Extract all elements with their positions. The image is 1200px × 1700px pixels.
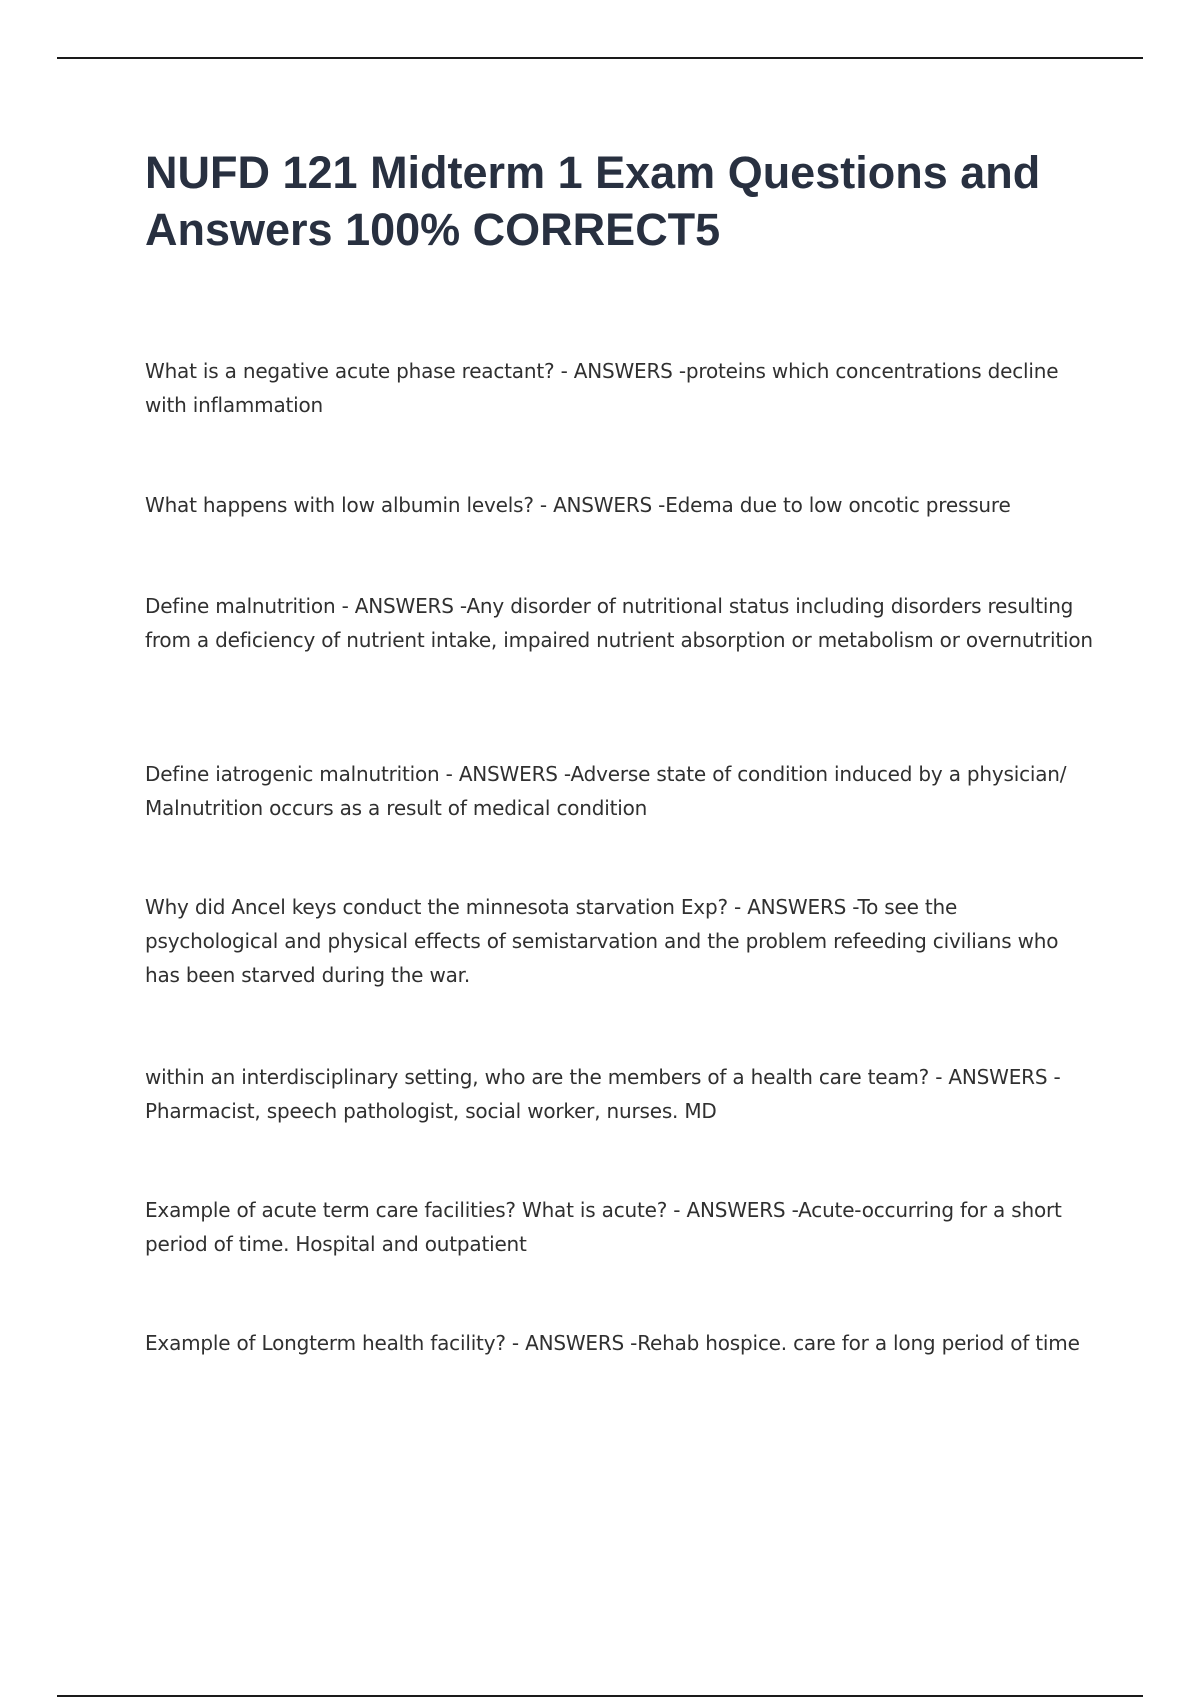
qa-item: [145, 488, 1095, 522]
qa-separator: - ANSWERS -: [439, 762, 571, 786]
qa-item: [145, 1060, 1095, 1128]
qa-question: Why did Ancel keys conduct the minnesota starvation Exp?: [145, 895, 728, 919]
qa-item: [145, 757, 1095, 825]
qa-separator: - ANSWERS -: [335, 594, 467, 618]
qa-separator: - ANSWERS -: [667, 1198, 799, 1222]
qa-separator: - ANSWERS -: [727, 895, 858, 919]
footer-rule: [57, 1695, 1143, 1697]
page-title: NUFD 121 Midterm 1 Exam Questions and Answers 100% CORRECT5: [145, 147, 1041, 255]
qa-answer: To see the psychological and physical effects of semistarvation and the problem refeeding civilians who has been starved during the war.: [145, 895, 1059, 987]
qa-separator: - ANSWERS -: [533, 493, 666, 517]
qa-item: [145, 354, 1095, 422]
qa-question: What happens with low albumin levels?: [145, 493, 534, 517]
qa-question: within an interdisciplinary setting, who are the members of a health care team?: [145, 1065, 930, 1089]
qa-answer: Rehab hospice. care for a long period of time: [637, 1331, 1080, 1355]
qa-question: Define iatrogenic malnutrition: [145, 762, 440, 786]
qa-separator: - ANSWERS -: [554, 359, 686, 383]
qa-item: [145, 890, 1095, 992]
qa-item: [145, 1326, 1095, 1360]
qa-question: Example of Longterm health facility?: [145, 1331, 506, 1355]
qa-answer: Acute-occurring for a short period of time. Hospital and outpatient: [145, 1198, 1062, 1256]
qa-answer: Pharmacist, speech pathologist, social worker, nurses. MD: [145, 1099, 717, 1123]
header-rule: [57, 57, 1143, 59]
qa-question: Example of acute term care facilities? What is acute?: [145, 1198, 668, 1222]
qa-separator: - ANSWERS -: [929, 1065, 1061, 1089]
qa-question: What is a negative acute phase reactant?: [145, 359, 555, 383]
qa-question: Define malnutrition: [145, 594, 336, 618]
qa-item: [145, 1193, 1095, 1261]
qa-answer: proteins which concentrations decline with inflammation: [145, 359, 1059, 417]
qa-answer: Edema due to low oncotic pressure: [665, 493, 1011, 517]
qa-answer: Adverse state of condition induced by a physician/ Malnutrition occurs as a result of medical condition: [145, 762, 1067, 820]
qa-item: [145, 589, 1095, 657]
qa-answer: Any disorder of nutritional status including disorders resulting from a deficiency of nutrient intake, impaired nutrient absorption or metabolism or overnutrition: [145, 594, 1093, 652]
qa-separator: - ANSWERS -: [505, 1331, 638, 1355]
